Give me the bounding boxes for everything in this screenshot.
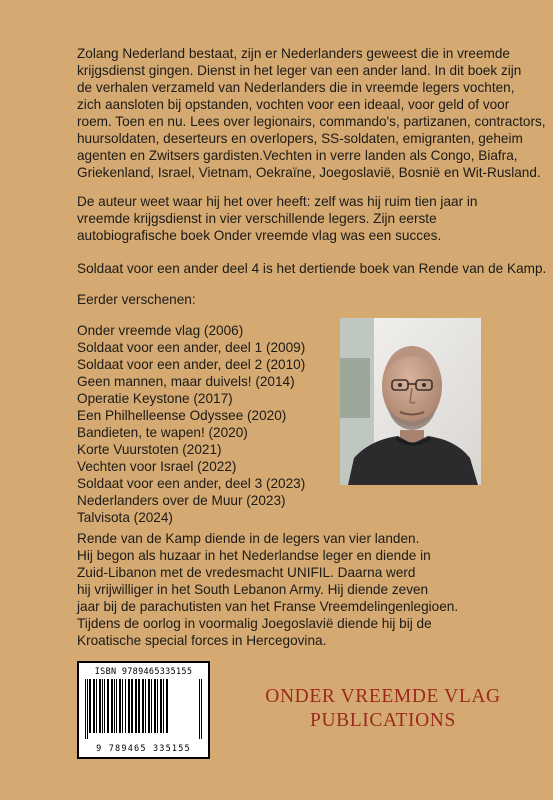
barcode-bar <box>111 679 113 733</box>
book-list-item: Korte Vuurstoten (2021) <box>77 442 222 457</box>
intro-line: de verhalen verzameld van Nederlanders die in vreemde legers vochten, <box>77 80 515 95</box>
barcode-bar <box>148 679 150 733</box>
barcode-bars <box>83 679 204 739</box>
barcode-digits: 9 789465 335155 <box>96 744 191 754</box>
book-list-item: Geen mannen, maar duivels! (2014) <box>77 374 295 389</box>
book-list-item: Een Philhelleense Odyssee (2020) <box>77 408 287 423</box>
barcode-bar <box>199 679 200 739</box>
previously-published-heading: Eerder verschenen: <box>77 292 196 307</box>
barcode-bar <box>99 679 101 733</box>
barcode-bar <box>142 679 144 733</box>
barcode-bar <box>107 679 109 733</box>
barcode-bar <box>163 679 164 733</box>
book-list-item: Vechten voor Israel (2022) <box>77 459 237 474</box>
intro-paragraph <box>77 45 547 181</box>
book-list-item: Soldaat voor een ander, deel 2 (2010) <box>77 357 306 372</box>
publisher-name: ONDER VREEMDE VLAG <box>265 686 501 707</box>
barcode-bar <box>135 679 137 733</box>
barcode-bar <box>96 679 97 733</box>
bio-line: Zuid-Libanon met de vredesmacht UNIFIL. Daarna werd <box>77 565 416 580</box>
barcode-bar <box>104 679 105 733</box>
author-note-line: autobiografische boek Onder vreemde vlag was een succes. <box>77 228 442 243</box>
barcode-bar <box>166 679 168 733</box>
bio-line: Kroatische special forces in Hercegovina. <box>77 633 327 648</box>
book-list-item: Nederlanders over de Muur (2023) <box>77 493 286 508</box>
barcode-bar <box>89 679 91 733</box>
barcode-bar <box>138 679 140 733</box>
series-note: Soldaat voor een ander deel 4 is het dertiende boek van Rende van de Kamp. <box>77 261 547 276</box>
author-note-paragraph <box>77 193 547 244</box>
barcode-bar <box>85 679 86 739</box>
intro-line: zich aansloten bij opstanden, vochten voor een ideaal, voor geld of voor <box>77 97 510 112</box>
bio-line: Tijdens de oorlog in voormalig Joegoslavië diende hij bij de <box>77 616 432 631</box>
barcode-bar <box>160 679 162 733</box>
bio-line: Rende van de Kamp diende in de legers van vier landen. <box>77 531 420 546</box>
barcode-bar <box>157 679 158 733</box>
bio-line: hij vrijwilliger in het South Lebanon Army. Hij diende zeven <box>77 582 429 597</box>
barcode-bar <box>87 679 88 739</box>
book-list-item: Talvisota (2024) <box>77 510 173 525</box>
intro-line: Zolang Nederland bestaat, zijn er Nederlanders geweest die in vreemde <box>77 46 510 61</box>
barcode-bar <box>93 679 95 733</box>
bio-line: Hij begon als huzaar in het Nederlandse leger en diende in <box>77 548 431 563</box>
bio-line: jaar bij de parachutisten van het Franse Vreemdelingenlegioen. <box>77 599 459 614</box>
isbn-barcode <box>77 661 210 759</box>
author-portrait-illustration <box>340 318 481 485</box>
intro-line: agenten en Zwitsers gardisten.Vechten in verre landen als Congo, Biafra, <box>77 148 518 163</box>
intro-line: Griekenland, Israel, Vietnam, Oekraïne, Joegoslavië, Bosnië en Wit-Rusland. <box>77 165 541 180</box>
barcode-bar <box>151 679 152 733</box>
barcode-bar <box>102 679 103 733</box>
barcode-bar <box>201 679 202 739</box>
barcode-bar <box>128 679 130 733</box>
intro-line: roem. Toen en nu. Lees over legionairs, commando's, partizanen, contractors, <box>77 114 546 129</box>
intro-line: krijgsdienst gingen. Dienst in het leger van een ander land. In dit boek zijn <box>77 63 522 78</box>
publisher-subtitle: PUBLICATIONS <box>310 710 456 731</box>
isbn-label: ISBN 9789465335155 <box>94 667 193 677</box>
author-bio <box>77 530 547 649</box>
barcode-bar <box>125 679 126 733</box>
intro-line: huursoldaten, deserteurs en overlopers, SS-soldaten, emigranten, geheim <box>77 131 523 146</box>
author-note-line: De auteur weet waar hij het over heeft: zelf was hij ruim tien jaar in <box>77 194 478 209</box>
author-note-line: vreemde krijgsdienst in vier verschillende legers. Zijn eerste <box>77 211 437 226</box>
barcode-bar <box>119 679 121 733</box>
barcode-bar <box>116 679 117 733</box>
author-photo <box>340 318 481 485</box>
barcode-bar <box>114 679 115 733</box>
barcode-bar <box>131 679 133 733</box>
barcode-bar <box>122 679 123 733</box>
book-list-item: Soldaat voor een ander, deel 3 (2023) <box>77 476 306 491</box>
barcode-bar <box>145 679 146 733</box>
barcode-bar <box>154 679 156 733</box>
book-list-item: Bandieten, te wapen! (2020) <box>77 425 248 440</box>
book-list-item: Onder vreemde vlag (2006) <box>77 323 244 338</box>
book-list-item: Soldaat voor een ander, deel 1 (2009) <box>77 340 306 355</box>
book-list-item: Operatie Keystone (2017) <box>77 391 233 406</box>
